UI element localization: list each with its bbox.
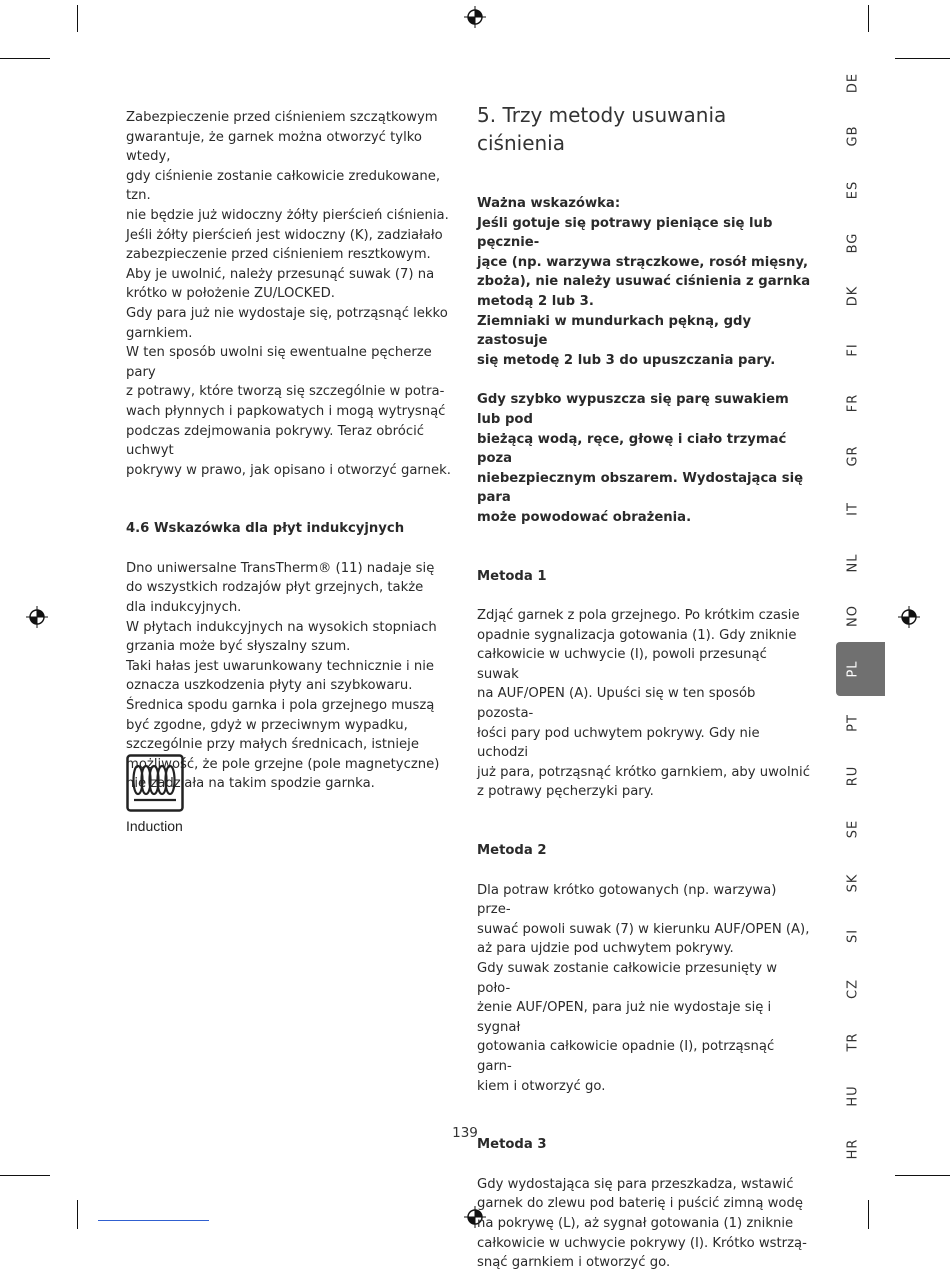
language-tab-es[interactable]	[838, 175, 868, 205]
language-tab-it[interactable]	[838, 494, 868, 524]
language-tab-bg[interactable]	[838, 228, 868, 258]
induction-section-heading: 4.6 Wskazówka dla płyt indukcyjnych	[126, 521, 405, 537]
language-tab-label: ES	[845, 180, 861, 199]
language-tab-si[interactable]	[838, 921, 868, 951]
language-tab-label: CZ	[845, 979, 861, 1000]
language-tab-cz[interactable]	[838, 974, 868, 1004]
language-tab-gr[interactable]	[838, 441, 868, 471]
language-tab-label: HU	[845, 1085, 861, 1107]
language-tab-fi[interactable]	[838, 335, 868, 365]
language-tab-label: SE	[845, 819, 861, 839]
method1-body: Zdjąć garnek z pola grzejnego. Po krótkim czasie opadnie sygnalizacja gotowania (1). Gdy zniknie całkowicie w uchwycie (I), powoli przesunąć suwak na AUF/OPEN (A). Upuści się w ten sposób pozosta- łości pary pod uchwytem pokrywy. Gdy nie uchodzi już para, potrząsnąć krótko garnkiem, aby uwolnić z potrawy pęcherzyki pary.	[477, 608, 810, 800]
language-tab-label: GB	[845, 125, 861, 147]
language-tab-label: NO	[845, 605, 861, 627]
method3-body: Gdy wydostająca się para przeszkadza, wstawić garnek do zlewu pod baterię i puścić zimną wodę na pokrywę (L), aż sygnał gotowania (1) zniknie całkowicie w uchwycie pokrywy (I). Krótko wstrzą- snąć garnkiem i otworzyć go.	[477, 1176, 807, 1271]
language-tab-dk[interactable]	[838, 281, 868, 311]
crop-mark	[0, 1175, 50, 1176]
language-tab-de[interactable]	[838, 68, 868, 98]
language-tab-pt[interactable]	[838, 708, 868, 738]
language-tab-tr[interactable]	[838, 1027, 868, 1057]
language-tab-label: GR	[845, 445, 861, 467]
induction-coil-icon	[126, 754, 184, 812]
warning-body: Jeśli gotuje się potrawy pieniące się lub pęcznie- jące (np. warzywa strączkowe, rosół mięsny, zboża), nie należy usuwać ciśnienia z garnka metodą 2 lub 3. Ziemniaki w mundurkach pękną, gdy zastosuje się metodę 2 lub 3 do upuszczania pary.	[477, 215, 811, 368]
method3-heading: Metoda 3	[477, 1137, 547, 1153]
method2-heading: Metoda 2	[477, 843, 547, 859]
warning-body-2: Gdy szybko wypuszcza się parę suwakiem lub pod bieżącą wodą, ręce, głowę i ciało trzymać poza niebezpiecznym obszarem. Wydostająca się para może powodować obrażenia.	[477, 392, 804, 525]
registration-mark-icon	[26, 606, 48, 628]
language-tab-label: IT	[845, 502, 861, 517]
language-tab-se[interactable]	[838, 814, 868, 844]
crop-mark	[0, 58, 50, 59]
crop-mark	[895, 1175, 950, 1176]
crop-mark	[895, 58, 950, 59]
link-underline	[98, 1220, 209, 1221]
language-tab-hu[interactable]	[838, 1081, 868, 1111]
language-tab-label: HR	[845, 1138, 861, 1160]
crop-mark	[77, 1200, 78, 1229]
language-tab-label: NL	[845, 553, 861, 573]
language-tab-nl[interactable]	[838, 548, 868, 578]
induction-section-body: Dno uniwersalne TransTherm® (11) nadaje się do wszystkich rodzajów płyt grzejnych, także dla indukcyjnych. W płytach indukcyjnych na wysokich stopniach grzania może być słyszalny szum. Taki hałas jest uwarunkowany technicznie i nie oznacza uszkodzenia płyty ani szybkowaru. Średnica spodu garnka i pola grzejnego muszą być zgodne, gdyż w przeciwnym wypadku, szczególnie przy małych średnicach, istnieje możliwość, że pole grzejne (pole magnetyczne) nie zadziała na takim spodzie garnka.	[126, 560, 440, 792]
method2-body: Dla potraw krótko gotowanych (np. warzywa) prze- suwać powoli suwak (7) w kierunku AUF/OPEN (A), aż para ujdzie pod uchwytem pokrywy. Gdy suwak zostanie całkowicie przesunięty w poło- żenie AUF/OPEN, para już nie wydostaje się i sygnał gotowania całkowicie opadnie (I), potrząsnąć garn- kiem i otworzyć go.	[477, 882, 810, 1094]
language-tab-fr[interactable]	[838, 388, 868, 418]
crop-mark	[868, 1200, 869, 1229]
language-tab-label: PT	[845, 713, 861, 732]
language-tab-label: RU	[845, 765, 861, 787]
language-tab-label: BG	[845, 232, 861, 254]
language-tab-label: DE	[845, 72, 861, 94]
crop-mark	[868, 5, 869, 32]
induction-label: Induction	[126, 818, 183, 834]
method1-heading: Metoda 1	[477, 568, 547, 584]
language-tab-pl[interactable]	[838, 654, 868, 684]
language-tab-label: FR	[845, 393, 861, 413]
language-tab-label: TR	[845, 1032, 861, 1052]
language-tab-label: FI	[845, 342, 861, 357]
language-tab-no[interactable]	[838, 601, 868, 631]
right-column	[477, 101, 812, 1273]
warning-heading: Ważna wskazówka:	[477, 196, 621, 211]
registration-mark-icon	[464, 6, 486, 28]
language-tab-ru[interactable]	[838, 761, 868, 791]
language-tab-label: PL	[845, 660, 861, 678]
left-column	[126, 108, 461, 794]
crop-mark	[77, 5, 78, 32]
section-title: 5. Trzy metody usuwania ciśnienia	[477, 103, 727, 155]
language-tab-gb[interactable]	[838, 121, 868, 151]
residual-pressure-paragraph: Zabezpieczenie przed ciśnieniem szczątkowym gwarantuje, że garnek można otworzyć tylko wtedy, gdy ciśnienie zostanie całkowicie zredukowane, tzn. nie będzie już widoczny żółty pierścień ciśnienia. Jeśli żółty pierścień jest widoczny (K), zadziałało zabezpieczenie przed ciśnieniem resztkowym. Aby je uwolnić, należy przesunąć suwak (7) na krótko w położenie ZU/LOCKED. Gdy para już nie wydostaje się, potrząsnąć lekko garnkiem. W ten sposób uwolni się ewentualne pęcherze pary z potrawy, które tworzą się szczególnie w potra- wach płynnych i papkowatych i mogą wytrysnąć podczas zdejmowania pokrywy. Teraz obrócić uchwyt pokrywy w prawo, jak opisano i otworzyć garnek.	[126, 110, 451, 478]
page-number: 139	[452, 1125, 478, 1141]
language-tab-sk[interactable]	[838, 868, 868, 898]
registration-mark-icon	[898, 606, 920, 628]
language-tab-label: SK	[845, 873, 861, 892]
language-tab-label: DK	[845, 285, 861, 307]
language-tab-label: SI	[845, 928, 861, 943]
